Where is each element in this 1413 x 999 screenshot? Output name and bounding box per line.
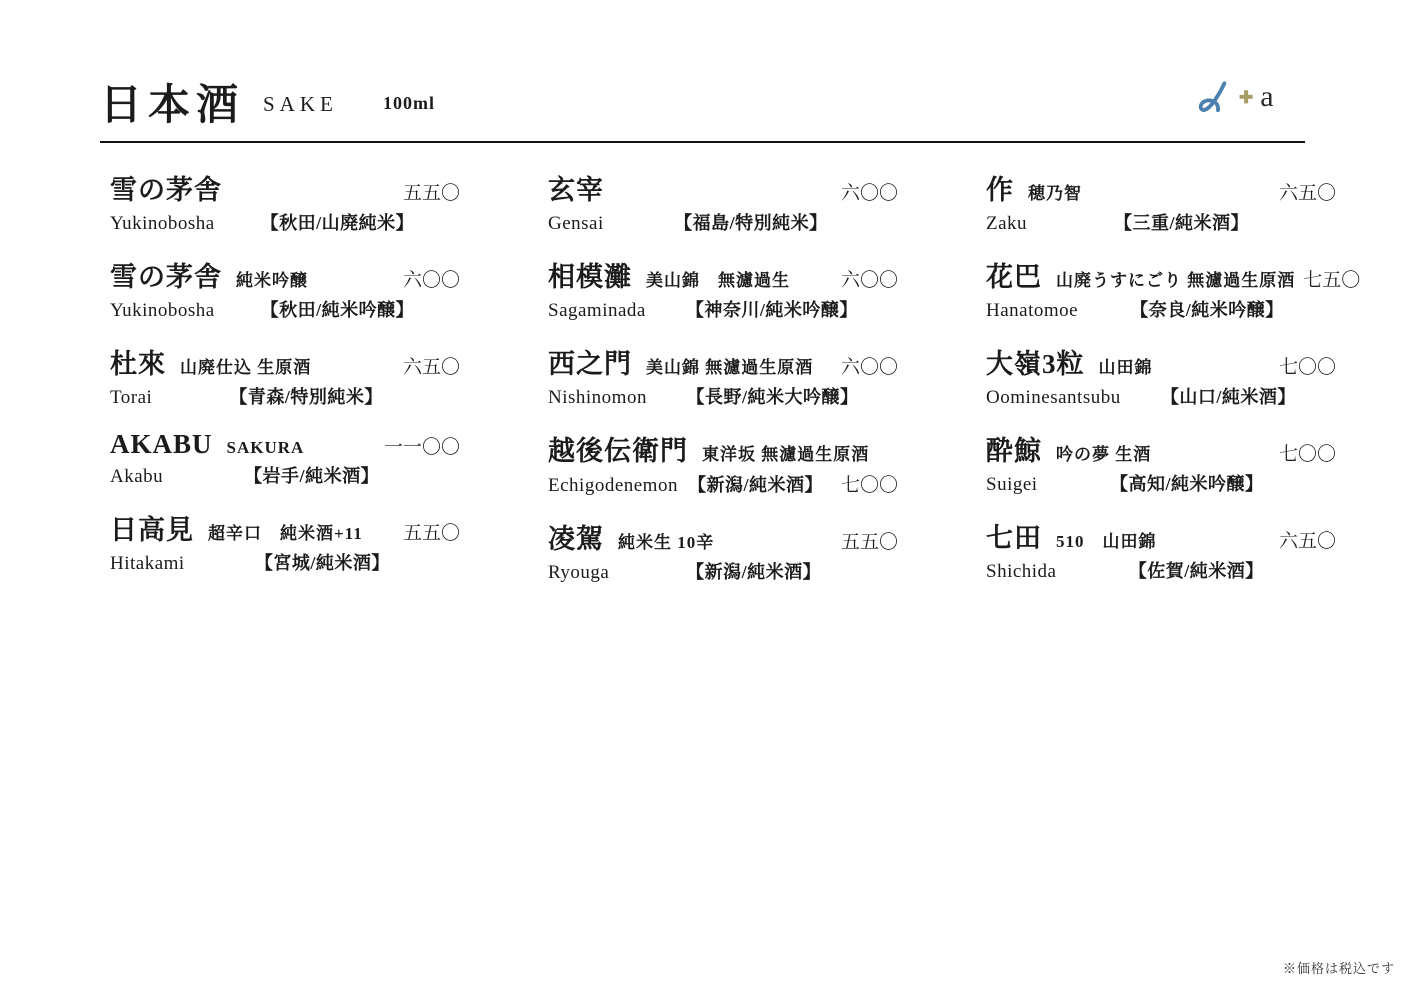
sake-title-line [548,429,898,468]
sake-price: 六〇〇 [840,357,898,378]
sake-region-tag: 【岩手/純米酒】 [244,466,380,486]
header-subtitle: SAKE [263,92,338,116]
price-tax-note: ※価格は税込です [1282,961,1395,976]
sake-region-tag: 【佐賀/純米酒】 [1128,561,1264,581]
sake-price: 六五〇 [1278,183,1336,204]
sake-subtitle: 山廃うすにごり 無濾過生原酒 [1056,271,1296,290]
sake-price: 一一〇〇 [383,437,460,458]
logo-mark-icon [1198,80,1232,114]
sake-region-tag: 【神奈川/純米吟醸】 [685,300,858,320]
sake-name: 日高見 [110,515,194,545]
sake-region-tag: 【秋田/山廃純米】 [260,213,415,233]
sake-item [548,429,898,497]
sake-romaji: Ryouga [548,562,610,583]
sake-price: 六〇〇 [840,183,898,204]
sake-title-line [110,508,460,547]
sake-item [548,255,898,322]
sake-title-line [986,429,1336,468]
sake-name: 雪の茅舎 [110,262,222,292]
sake-item [110,168,460,235]
sake-info-line [986,470,1336,496]
sake-romaji: Torai [110,387,153,408]
sake-info-line [986,557,1336,583]
sake-name: 越後伝衛門 [548,436,688,466]
sake-name: 西之門 [548,349,632,379]
sake-region-tag: 【三重/純米酒】 [1114,213,1250,233]
sake-subtitle: SAKURA [226,438,305,457]
sake-region-tag: 【福島/特別純米】 [674,213,828,233]
sake-romaji: Oominesantsubu [986,387,1121,408]
sake-title-line [986,255,1361,294]
sake-subtitle: 超辛口 純米酒+11 [208,524,363,543]
sake-info-line [548,209,898,235]
sake-subtitle: 純米生 10辛 [618,533,715,552]
sake-name: 雪の茅舎 [110,175,222,205]
sake-romaji: Hitakami [110,553,185,574]
sake-item [110,508,460,575]
sake-region-tag: 【新潟/純米酒】 [686,562,822,582]
sake-item [110,342,460,409]
sake-name: AKABU [110,429,213,459]
page-title: 日本酒 [100,83,245,129]
sake-item [548,342,898,409]
sake-romaji: Yukinobosha [110,300,215,321]
sake-price: 七〇〇 [1278,357,1336,378]
sake-price: 七〇〇 [1278,444,1336,465]
sake-info-line [548,470,898,497]
menu-header [0,0,1413,143]
sake-name: 七田 [986,523,1042,553]
sake-subtitle: 山廃仕込 生原酒 [180,358,312,377]
sake-info-line [986,209,1336,235]
sake-info-line [110,549,460,575]
sake-romaji: Hanatomoe [986,300,1079,321]
header-divider [100,141,1305,143]
sake-info-line [548,558,898,584]
sake-romaji: Nishinomon [548,387,647,408]
sake-price: 六〇〇 [840,270,898,291]
sake-title-line [986,168,1336,207]
sake-title-line [110,429,460,460]
sake-title-line [986,516,1336,555]
sake-item [986,168,1336,235]
sake-subtitle: 穂乃智 [1028,184,1082,203]
sake-romaji: Sagaminada [548,300,646,321]
sake-romaji: Akabu [110,466,164,487]
sake-price: 七〇〇 [840,475,898,496]
sake-region-tag: 【新潟/純米酒】 [687,475,823,495]
sake-item [548,517,898,584]
sake-info-line [986,383,1336,409]
sake-name: 花巴 [986,262,1042,292]
sake-romaji: Echigodenemon [548,475,678,496]
sake-romaji: Suigei [986,474,1038,495]
sake-item [986,342,1336,409]
menu-columns [110,168,1361,604]
sake-subtitle: 東洋坂 無濾過生原酒 [702,445,870,464]
sake-name: 玄宰 [548,175,604,205]
sake-romaji: Gensai [548,213,604,234]
sake-price: 五五〇 [402,183,460,204]
sake-romaji: Zaku [986,213,1028,234]
menu-column-3 [986,168,1361,603]
sake-name: 作 [986,175,1014,205]
sake-region-tag: 【山口/純米酒】 [1160,387,1296,407]
sake-name: 相模灘 [548,262,632,292]
sake-item [110,429,460,488]
logo-letter: a [1260,80,1274,113]
sake-region-tag: 【奈良/純米吟醸】 [1130,300,1284,320]
sake-region-tag: 【宮城/純米酒】 [254,553,390,573]
sake-region-tag: 【高知/純米吟醸】 [1110,474,1264,494]
sake-info-line [110,296,460,322]
sake-name: 大嶺3粒 [986,349,1085,379]
sake-item [986,429,1336,496]
sake-item [548,168,898,235]
sake-title-line [986,342,1336,381]
sake-region-tag: 【長野/純米大吟醸】 [686,387,859,407]
sake-price: 七五〇 [1303,270,1361,291]
sake-title-line [110,168,460,207]
sake-title-line [110,342,460,381]
sake-title-line [548,517,898,556]
sake-name: 酔鯨 [986,436,1042,466]
sake-romaji: Shichida [986,561,1057,582]
sake-subtitle: 山田錦 [1098,358,1153,377]
sake-info-line [110,462,460,488]
sake-subtitle: 美山錦 無濾過生原酒 [646,358,814,377]
sake-item [986,516,1336,583]
sake-name: 凌駕 [548,524,604,554]
sake-info-line [548,383,898,409]
menu-column-1 [110,168,460,595]
logo-plus-icon: ✚ [1239,87,1254,107]
sake-info-line [548,296,898,322]
sake-subtitle: 純米吟醸 [236,271,308,290]
sake-price: 五五〇 [840,532,898,553]
sake-item [986,255,1361,322]
sake-title-line [548,342,898,381]
sake-title-line [548,255,898,294]
sake-title-line [110,255,460,294]
sake-title-line [548,168,898,207]
sake-region-tag: 【青森/特別純米】 [229,387,383,407]
sake-subtitle: 510 山田錦 [1056,532,1157,551]
sake-info-line [110,383,460,409]
sake-subtitle: 吟の夢 生酒 [1056,445,1152,464]
header-volume: 100ml [383,93,435,113]
sake-info-line [110,209,460,235]
sake-price: 六五〇 [402,357,460,378]
sake-price: 五五〇 [402,523,460,544]
sake-romaji: Yukinobosha [110,213,215,234]
sake-subtitle: 美山錦 無濾過生 [646,271,790,290]
sake-item [110,255,460,322]
sake-price: 六〇〇 [402,270,460,291]
menu-column-2 [548,168,898,604]
sake-name: 杜來 [110,349,166,379]
sake-price: 六五〇 [1278,531,1336,552]
sake-info-line [986,296,1336,322]
sake-region-tag: 【秋田/純米吟醸】 [260,300,415,320]
restaurant-logo [1198,80,1274,114]
